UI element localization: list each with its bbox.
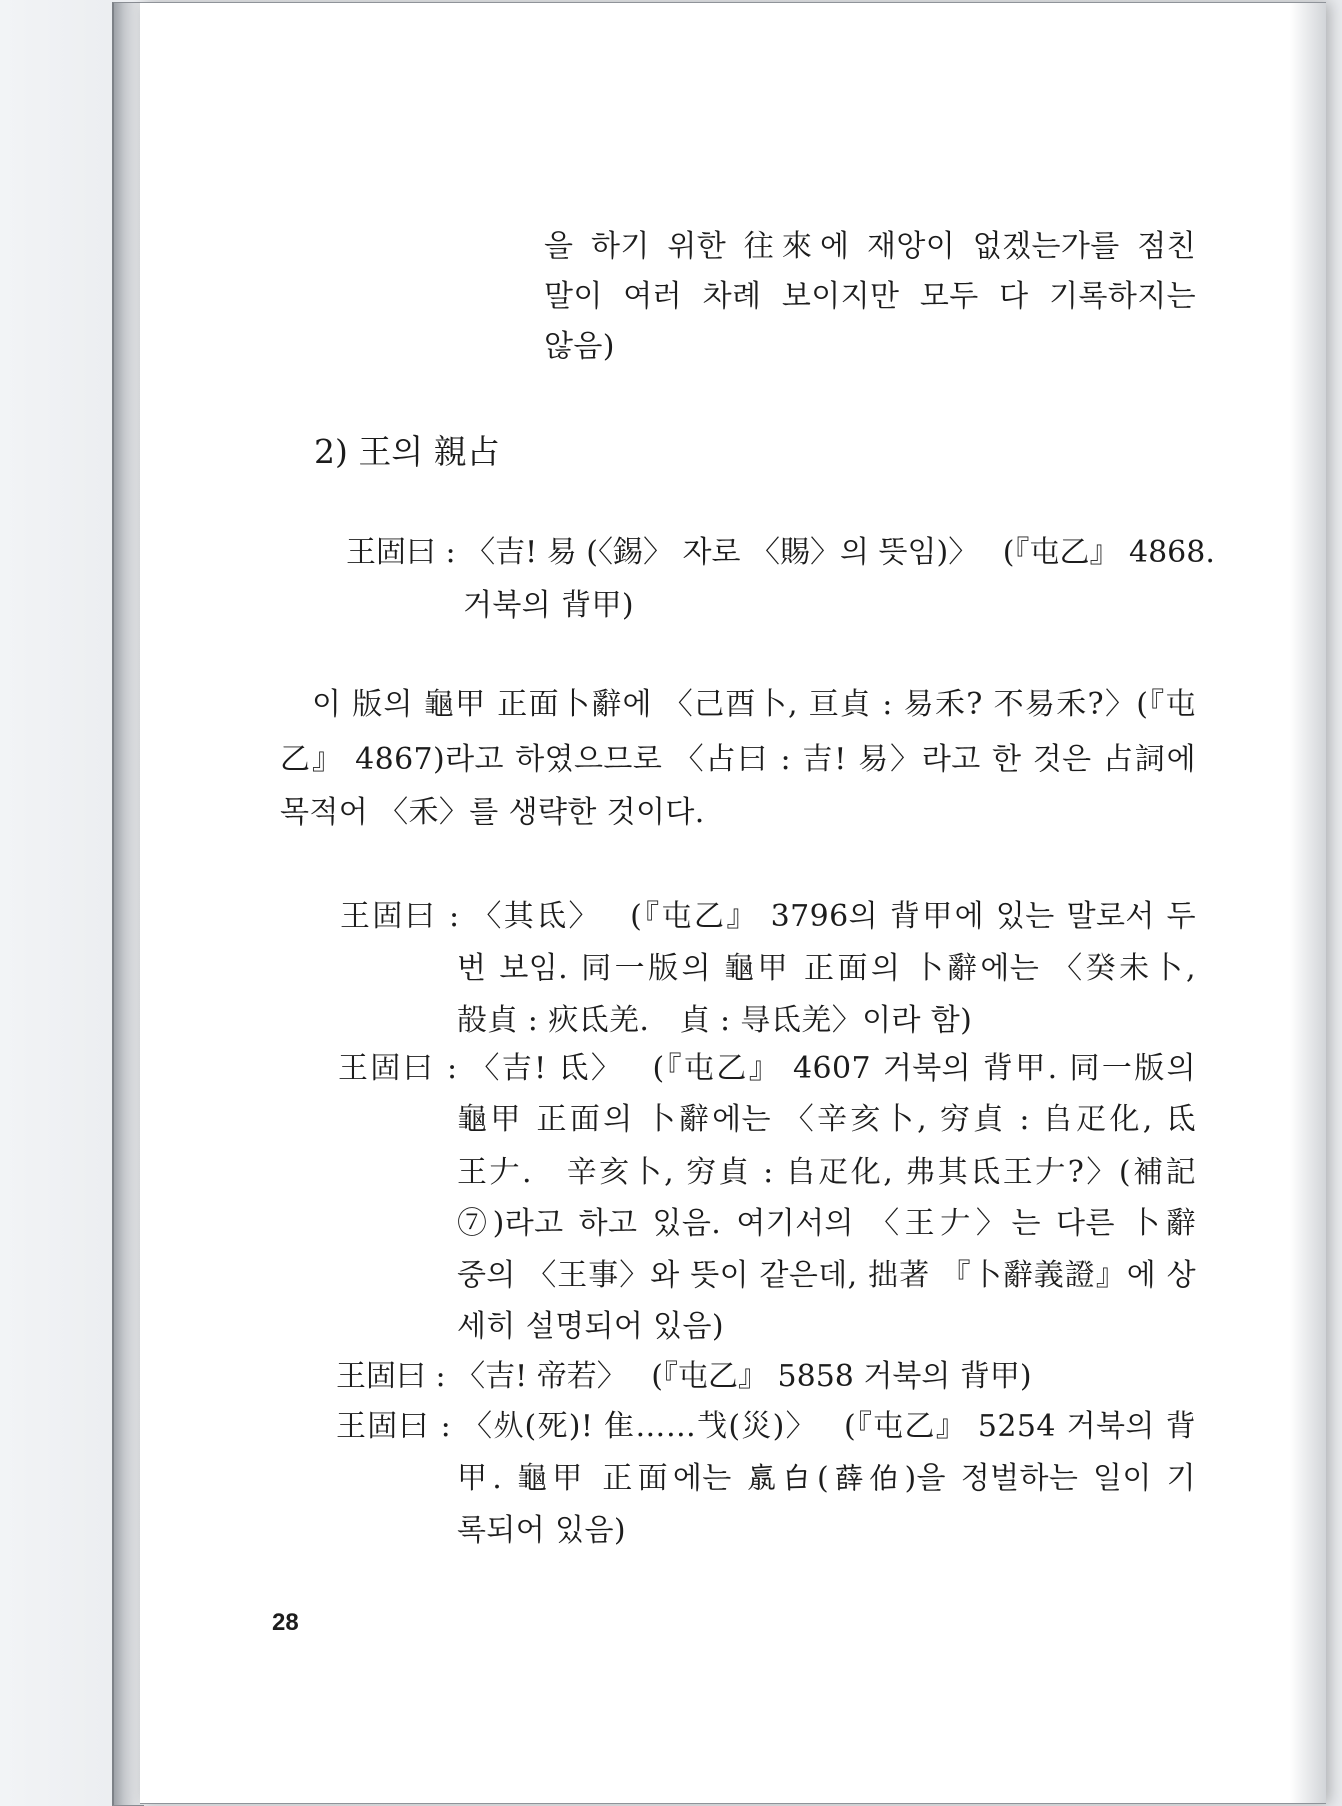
entry-3-line-2: 龜甲 正面의 卜辭에는 〈辛亥卜, 穷貞 : 𠂤疋化, 氐: [457, 1102, 1196, 1137]
continuation-line-2: 말이 여러 차례 보이지만 모두 다 기록하지는: [544, 279, 1196, 314]
entry-3-line-1: 王固曰 : 〈吉! 氐〉 (『屯乙』 4607 거북의 背甲. 同一版의: [338, 1051, 1196, 1086]
entry-3-line-4: ⑦)라고 하고 있음. 여기서의 〈王𠂇〉는 다른 卜辭: [457, 1206, 1196, 1241]
paragraph-line-3: 목적어 〈禾〉를 생략한 것이다.: [280, 795, 705, 830]
paragraph-line-1: 이 版의 龜甲 正面卜辭에 〈己酉卜, 亘貞 : 易禾? 不易禾?〉(『屯: [312, 687, 1196, 722]
entry-5-line-3: 록되어 있음): [457, 1513, 626, 1548]
entry-3-line-3: 王𠂇. 辛亥卜, 穷貞 : 𠂤疋化, 弗其氐王𠂇?〉(補記: [457, 1155, 1196, 1190]
entry-5-line-2: 甲. 龜甲 正面에는 𦝠白(薛伯)을 정벌하는 일이 기: [457, 1461, 1196, 1496]
entry-2-line-3: 㱿貞 : 疢氐羌. 貞 : 㝵氐羌〉이라 함): [457, 1003, 973, 1038]
entry-5-line-1: 王固曰 : 〈𣦸(死)! 隹……𢦏(災)〉 (『屯乙』 5254 거북의 背: [336, 1409, 1196, 1444]
continuation-line-1: 을 하기 위한 往來에 재앙이 없겠는가를 점친: [544, 229, 1196, 264]
entry-2-line-2: 번 보임. 同一版의 龜甲 正面의 卜辭에는 〈癸未卜,: [457, 951, 1196, 986]
page-number: 28: [272, 1609, 299, 1636]
entry-3-line-5: 중의 〈王事〉와 뜻이 같은데, 拙著 『卜辭義證』에 상: [457, 1258, 1196, 1293]
entry-4-line-1: 王固曰 : 〈吉! 帝若〉 (『屯乙』 5858 거북의 背甲): [336, 1359, 1032, 1394]
paragraph-line-2: 乙』 4867)라고 하였으므로 〈占曰 : 吉! 易〉라고 한 것은 占詞에: [280, 742, 1196, 777]
entry-3-line-6: 세히 설명되어 있음): [457, 1309, 725, 1344]
entry-1-line-1: 王固曰 : 〈吉! 易 (〈錫〉 자로 〈賜〉의 뜻임)〉 (『屯乙』 4868.: [346, 535, 1215, 570]
entry-1-line-2: 거북의 背甲): [463, 588, 634, 623]
continuation-line-3: 않음): [544, 329, 615, 364]
page-edge-shadow: [1290, 3, 1326, 1803]
section-heading: 2) 王의 親占: [314, 432, 500, 471]
entry-2-line-1: 王固曰 : 〈其氐〉 (『屯乙』 3796의 背甲에 있는 말로서 두: [340, 899, 1196, 934]
